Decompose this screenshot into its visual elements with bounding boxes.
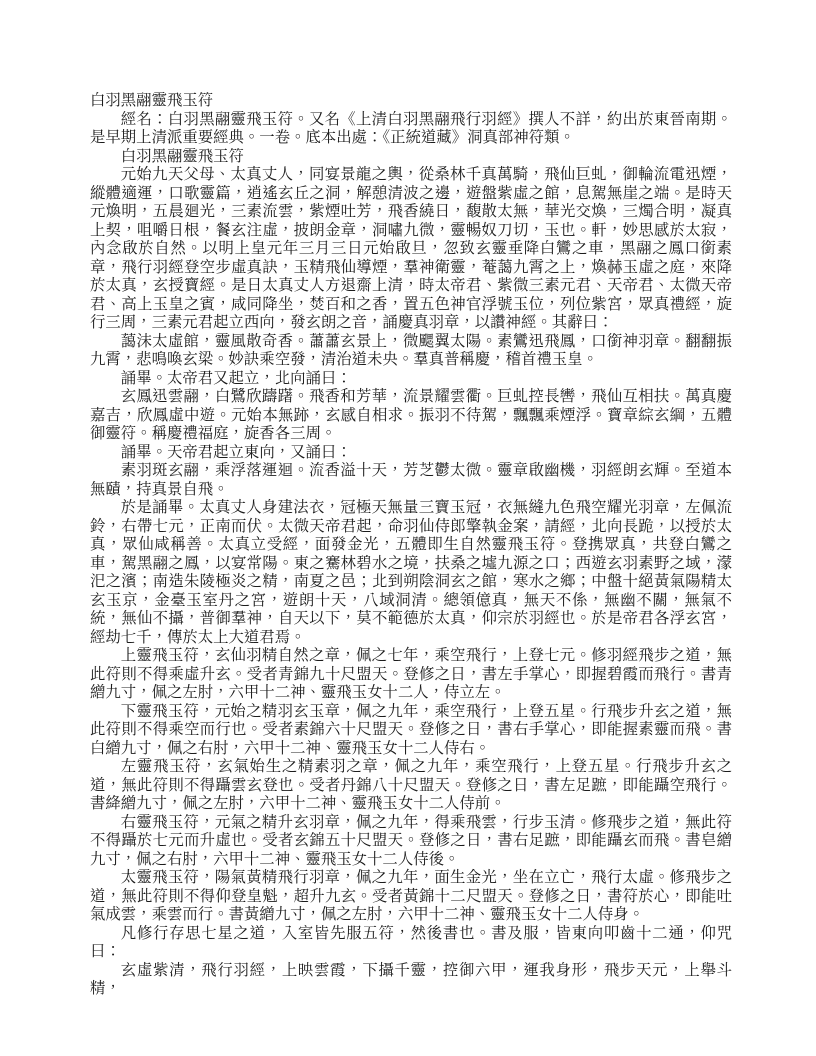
paragraph: 於是誦畢。太真丈人身建法衣，冠極天無量三寶玉冠，衣無縫九色飛空耀光羽章，左佩流鈴，右帶七元，正南而伏。太微天帝君起，命羽仙侍郎擎執金案，請經，北向長跪，以授於太真，眾仙咸稱善。太真立受經，面發金光，五體即生自然靈飛玉符。登携眾真，共登白鸞之車，駕黑翮之鳳，以宴常陽。東之騫林碧水之境，扶桑之墟九源之口；西遊玄羽素野之域，濛汜之濱；南造朱陵極炎之精，南夏之邑；北到朔陰洞玄之館，寒水之鄉；中盤十絕黃氣陽精太玄玉京，金臺玉室丹之宮，遊朗十天，八域洞清。總領億真，無天不係，無幽不關，無氣不統，無仙不攝，普御羣神，自天以下，莫不範德於太真，仰宗於羽經也。於是帝君各浮玄宮，經劫七千，傳於太上大道君焉。 — [90, 499, 732, 646]
paragraph: 右靈飛玉符，元氣之精升玄羽章，佩之九年，得乘飛雲，行步玉清。修飛步之道，無此符不得躡於七元而升虛也。受者玄錦五十尺盟天。登修之日，書右足蹠，即能躡玄而飛。書皂繒九寸，佩之右肘，六甲十二神、靈飛玉女十二人侍後。 — [90, 813, 732, 868]
paragraph: 誦畢。天帝君起立東向，又誦曰： — [120, 443, 352, 461]
paragraph: 誦畢。太帝君又起立，北向誦曰： — [120, 369, 352, 387]
paragraph: 經名：白羽黑翮靈飛玉符。又名《上清白羽黑翮飛行羽經》撰人不詳，約出於東晉南期。是早期上清派重要經典。一卷。底本出處：《正統道藏》洞真部神符類。 — [90, 110, 732, 146]
paragraph: 左靈飛玉符，玄氣始生之精素羽之章，佩之九年，乘空飛行，上登五星。行飛步升玄之道，無此符則不得躡雲玄登也。受者丹錦八十尺盟天。登修之日，書左足蹠，即能躡空飛行。書絳繒九寸，佩之左肘，六甲十二神、靈飛玉女十二人侍前。 — [90, 758, 732, 812]
paragraph: 藹沫太虛館，靈風散奇香。蕭蕭玄景上，微颸翼太陽。素鸞迅飛鳳，口銜神羽章。翻翻振九霄，悲鳴喚玄梁。妙訣乘空發，清治道未央。羣真普稱慶，稽首禮玉皇。 — [90, 332, 732, 368]
paragraph: 玄鳳迅雲翮，白鷺欣躊躇。飛香和芳華，流景耀雲衢。巨虬控長轡，飛仙互相扶。萬真慶嘉吉，欣鳳虛中遊。元始本無跡，玄感自相求。振羽不待駕，飄飄乘煙浮。寶章綜玄綱，五體御靈符。稱慶禮福庭，旋香各三周。 — [90, 388, 732, 442]
paragraph: 凡修行存思七星之道，入室皆先服五符，然後書也。書及服，皆東向叩齒十二通，仰咒曰： — [90, 924, 732, 960]
paragraph: 上靈飛玉符，玄仙羽精自然之章，佩之七年，乘空飛行，上登七元。修羽經飛步之道，無此符則不得乘虛升玄。受者青錦九十尺盟天。登修之日，書左手掌心，即握碧霞而飛行。書青繒九寸，佩之左肘，六甲十二神、靈飛玉女十二人，侍立左。 — [90, 647, 732, 701]
paragraph: 素羽斑玄翮，乘浮落運迴。流香溢十天，芳芝鬱太微。靈章啟幽機，羽經朗玄輝。至道本無賾，持真景自飛。 — [90, 462, 732, 498]
doc-title: 白羽黑翮靈飛玉符 — [90, 92, 214, 109]
paragraph: 下靈飛玉符，元始之精羽玄玉章，佩之九年，乘空飛行，上登五星。行飛步升玄之道，無此符則不得乘空而行也。受者素錦六十尺盟天。登修之日，書右手掌心，即能握素靈而飛。書白繒九寸，佩之右肘，六甲十二神、靈飛玉女十二人侍右。 — [90, 702, 732, 757]
paragraph: 玄虛紫清，飛行羽經，上映雲霞，下攝千靈，控御六甲，運我身形，飛步天元，上舉斗精， — [90, 961, 732, 997]
paragraph: 太靈飛玉符，陽氣黃精飛行羽章，佩之九年，面生金光，坐在立亡，飛行太虛。修飛步之道，無此符則不得仰登皇魁，超升九玄。受者黃錦十二尺盟天。登修之日，書符於心，即能吐氣成雲，乘雲而行。書黃繒九寸，佩之左肘，六甲十二神、靈飛玉女十二人侍身。 — [90, 869, 732, 923]
text-column — [90, 92, 732, 999]
paragraph: 白羽黑翮靈飛玉符 — [120, 147, 244, 165]
paragraph: 元始九天父母、太真丈人，同宴景龍之輿，從桑林千真萬騎，飛仙巨虬，御輪流電迅煙，縱體適運，口歌靈篇，逍遙玄丘之洞，解憩清波之邊，遊盤紫虛之館，息駕無崖之端。是時天元煥明，五晨廻光，三素流雲，紫煙吐芳，飛香繞日，馥散太無，華光交煥，三燭合明，凝真上契，咀嚼日根，餐玄注虛，披朗金章，洞嘯九微，靈暢奴刀切，玉也。軒，妙思感於太寂，內念啟於自然。以明上皇元年三月三日元始啟旦，忽致玄靈垂降白鸞之車，黑翮之鳳口銜素章，飛行羽經登空步虛真訣，玉精飛仙導煙，羣神衛靈，菴藹九霄之上，煥赫玉虛之庭，來降於太真，玄授寶經。是日太真丈人方退齋上清，時太帝君、紫微三素元君、天帝君、太微天帝君、高上玉皇之賓，咸同降坐，焚百和之香，置五色神官浮號玉位，列位紫宮，眾真禮經，旋行三周，三素元君起立西向，發玄朗之音，誦慶真羽章，以讚神經。其辭曰： — [90, 166, 732, 331]
